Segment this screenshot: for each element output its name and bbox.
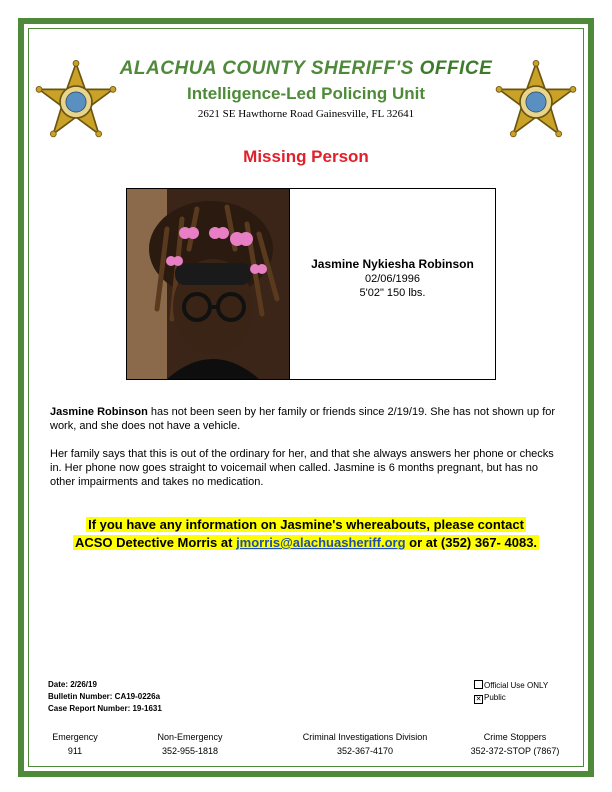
agency-name: ALACHUA COUNTY SHERIFF'S xyxy=(119,58,414,79)
official-use-option xyxy=(474,680,548,690)
contact-number: 352-955-1818 xyxy=(161,746,219,756)
case-report-number: Case Report Number: 19-1631 xyxy=(48,704,162,713)
detective-email-link[interactable]: jmorris@alachuasheriff.org xyxy=(236,535,406,550)
contact-cid xyxy=(275,730,455,758)
agency-title xyxy=(0,58,612,80)
contact-label: Non-Emergency xyxy=(157,732,223,742)
official-use-checkbox xyxy=(474,680,483,689)
bulletin-number: Bulletin Number: CA19-0226a xyxy=(48,692,161,701)
bulletin-type: Missing Person xyxy=(243,147,369,166)
notice-line-2 xyxy=(73,535,539,550)
contact-crime-stoppers xyxy=(460,730,570,758)
public-label: Public xyxy=(484,693,506,702)
person-id-box xyxy=(126,188,496,380)
notice-line-1: If you have any information on Jasmine's whereabouts, please contact xyxy=(88,517,524,532)
notice-line-2-post: or at (352) 367- 4083. xyxy=(405,535,538,550)
notice-line-2-pre: ACSO Detective Morris at xyxy=(74,535,237,550)
public-checkbox-checked-icon: ✕ xyxy=(475,696,482,703)
contact-label: Crime Stoppers xyxy=(483,732,547,742)
contact-number: 352-367-4170 xyxy=(336,746,394,756)
contact-notice xyxy=(0,516,612,552)
contact-label: Criminal Investigations Division xyxy=(302,732,428,742)
description-paragraph xyxy=(50,405,566,433)
person-name: Jasmine Nykiesha Robinson xyxy=(311,257,474,271)
person-photo xyxy=(127,189,290,379)
description-text: has not been seen by her family or friends since 2/19/19. She has not shown up for work, and she does not have a vehicle. xyxy=(50,406,556,432)
contact-non-emergency xyxy=(135,730,245,758)
contact-emergency xyxy=(40,730,110,758)
contact-label: Emergency xyxy=(52,732,98,742)
contact-number: 352-372-STOP (7867) xyxy=(470,746,560,756)
contact-number: 911 xyxy=(67,746,83,756)
public-option xyxy=(474,693,506,704)
unit-name: Intelligence-Led Policing Unit xyxy=(186,84,426,103)
bulletin-date: Date: 2/26/19 xyxy=(48,680,97,689)
official-use-label: Official Use ONLY xyxy=(484,681,549,690)
agency-office-word: OFFICE xyxy=(419,58,493,79)
person-height-weight: 5'02" 150 lbs. xyxy=(359,287,426,299)
family-statement-paragraph: Her family says that this is out of the ordinary for her, and that she always answers her phone or checks in. Her phone now goes straight to voicemail when called. Jasmine is 6 months pregnant, but has no other impairments and takes no medication. xyxy=(50,448,554,488)
person-dob: 02/06/1996 xyxy=(364,273,421,285)
person-details xyxy=(290,189,495,379)
description-name: Jasmine Robinson xyxy=(50,406,148,418)
agency-address: 2621 SE Hawthorne Road Gainesville, FL 32641 xyxy=(197,108,415,120)
